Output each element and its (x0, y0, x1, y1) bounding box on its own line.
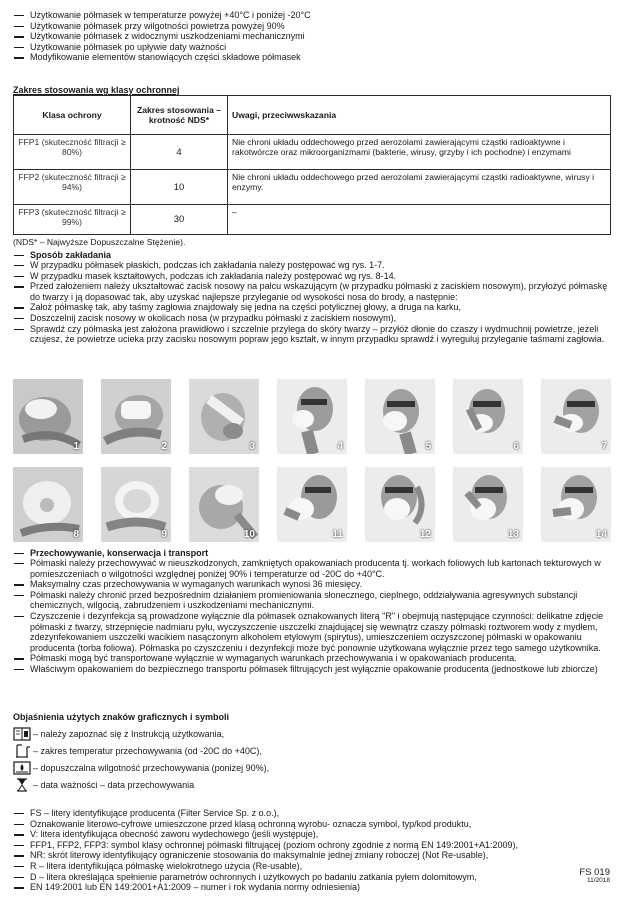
nds-footnote: (NDS* – Najwyższe Dopuszczalne Stężenie). (13, 237, 186, 247)
symbol-text: – należy zapoznać się z Instrukcją użytkowania, (33, 728, 225, 739)
figure-person (277, 379, 347, 454)
symbol-row (13, 776, 611, 793)
cell-nds: 30 (131, 205, 228, 235)
figure-number: 13 (507, 529, 519, 540)
list-item: Użytkowanie półmasek w temperaturze powyżej +40°C i poniżej -20°C (8, 10, 612, 21)
doc-date: 11/2018 (586, 877, 610, 884)
list-item: Modyfikowanie elementów stanowiących części składowe półmasek (8, 52, 612, 63)
symbol-text: – dopuszczalna wilgotność przechowywania (poniżej 90%), (33, 762, 270, 773)
humidity-icon (13, 761, 31, 775)
figure-person (541, 467, 611, 542)
storage-section (8, 548, 614, 675)
list-item: Maksymalny czas przechowywania w wymaganych warunkach wynosi 36 miesięcy. (8, 579, 614, 590)
table-row (14, 170, 611, 205)
list-item: FS – litery identyfikujące producenta (Filter Service Sp. z o.o.), (8, 808, 614, 819)
donning-list (8, 260, 614, 345)
header-class: Klasa ochrony (14, 96, 131, 135)
list-item: Użytkowanie półmasek z widocznymi uszkodzeniami mechanicznymi (8, 31, 612, 42)
table-row (14, 135, 611, 170)
figure-number: 4 (337, 441, 343, 452)
table-header-row (14, 96, 611, 135)
cell-class: FFP2 (skuteczność filtracji ≥ 94%) (14, 170, 131, 205)
list-item: R – litera identyfikująca półmaskę wielokrotnego użycia (Re-usable), (8, 861, 614, 872)
list-item: Czyszczenie i dezynfekcja są prowadzone wyłącznie dla półmasek oznakowanych literą "R" i obejmują następujące czynności: delikatne zdjęcie półmaski z twarzy, strzepnięcie nadmiaru pyłu, wyczyszczenie uszczelki znajdującej się wewnątrz czaszy półmaski roztworem wody z mydłem, zdezynfekowaniem uszczelki wacikiem nasączonym alkoholem etylowym (spirytus), umieszczeniem oczyszczonej półmaski w opakowaniu producenta (torba foliowa). Półmaska po czyszczeniu i dezynfekcji może być ponownie użytkowana wyłącznie przez tego samego użytkownika. (8, 611, 614, 653)
figure-number: 8 (73, 529, 79, 540)
storage-list (8, 558, 614, 675)
figure-number: 1 (73, 441, 79, 452)
figure-person (453, 467, 523, 542)
cell-nds: 10 (131, 170, 228, 205)
figure-person (541, 379, 611, 454)
symbol-text: – data ważności – data przechowywania (33, 779, 195, 790)
figure-number: 10 (243, 529, 255, 540)
figure-number: 3 (249, 441, 255, 452)
storage-heading: Przechowywanie, konserwacja i transport (8, 548, 614, 558)
figure-hand-mask (189, 467, 259, 542)
cell-class: FFP3 (skuteczność filtracji ≥ 99%) (14, 205, 131, 235)
figure-number: 12 (419, 529, 431, 540)
cell-notes: – (228, 205, 611, 235)
figure-number: 9 (161, 529, 167, 540)
list-item: NR: skrót literowy identyfikujący ograniczenie stosowania do maksymalnie jednej zmiany roboczej (Not Re-usable), (8, 850, 614, 861)
classes-table (13, 95, 611, 235)
figure-person (365, 467, 435, 542)
list-item: Półmaski należy chronić przed bezpośrednim działaniem promieniowania słonecznego, cieplnego, oddziaływania agresywnych substancji chemicznych, wilgocią, zabrudzeniem i uszkodzeniami mechanicznymi. (8, 590, 614, 611)
list-item: Użytkowanie półmasek po upływie daty ważności (8, 42, 612, 53)
figure-number: 11 (332, 529, 343, 540)
list-item: FFP1, FFP2, FFP3: symbol klasy ochronnej półmaski filtrującej (poziom ochrony zgodnie z normą EN 149:2001+A1:2009), (8, 840, 614, 851)
figure-person (365, 379, 435, 454)
figure-number: 2 (161, 441, 167, 452)
figure-hand-mask (101, 379, 171, 454)
symbol-row (13, 725, 611, 742)
header-nds: Zakres stosowania – krotność NDS* (131, 96, 228, 135)
restrictions-list (8, 10, 612, 63)
symbol-row (13, 742, 611, 759)
header-notes: Uwagi, przeciwwskazania (228, 96, 611, 135)
document-code (579, 867, 610, 884)
table-row (14, 205, 611, 235)
list-item: D – litera określająca spełnienie parametrów ochronnych i użytkowych po badaniu zatkania pyłem dolomitowym, (8, 872, 614, 883)
figure-hand-mask (13, 467, 83, 542)
symbols-legend (13, 712, 611, 793)
list-item: V: litera identyfikująca obecność zaworu wydechowego (jeśli występuje), (8, 829, 614, 840)
hourglass-icon (13, 778, 31, 792)
list-item: Przed założeniem należy ukształtować zacisk nosowy na palcu wskazującym (w przypadku półmaski z zaciskiem nosowym), przyłożyć półmaskę do twarzy i ją dopasować tak, aby uzyskać najlepsze przyleganie od wysokości nosa do brody, a następnie: (8, 281, 614, 302)
figure-person (453, 379, 523, 454)
figure-number: 7 (601, 441, 607, 452)
cell-notes: Nie chroni układu oddechowego przed aerozolami zawierającymi cząstki radioaktywne i rakotwórcze oraz mikroorganizmami (bakterie, wirusy, grzyby i ich pochodne) i enzymami (228, 135, 611, 170)
cell-nds: 4 (131, 135, 228, 170)
donning-heading: Sposób zakładania (8, 250, 614, 260)
symbol-row (13, 759, 611, 776)
figure-number: 14 (595, 529, 607, 540)
figure-hand-mask (189, 379, 259, 454)
cell-notes: Nie chroni układu oddechowego przed aerozolami zawierającymi cząstki radioaktywne, wirusy i enzymy. (228, 170, 611, 205)
doc-code: FS 019 (579, 867, 610, 878)
list-item: W przypadku półmasek płaskich, podczas ich zakładania należy postępować wg rys. 1-7. (8, 260, 614, 271)
list-item: Doszczelnij zacisk nosowy w okolicach nosa (w przypadku półmaski z zaciskiem nosowym), (8, 313, 614, 324)
list-item: Półmaski należy przechowywać w nieuszkodzonych, zamkniętych opakowaniach producenta tj. workach foliowych lub kartonach tekturowych w pomieszczeniach o wilgotności względnej poniżej 90% i temperaturze od -20C do +40°C. (8, 558, 614, 579)
list-item: Oznakowanie literowo-cyfrowe umieszczone przed klasą ochronną wyrobu- oznacza symbol, typ/kod produktu, (8, 819, 614, 830)
figure-hand-mask (101, 467, 171, 542)
list-item: EN 149:2001 lub EN 149:2001+A1:2009 – numer i rok wydania normy odniesienia) (8, 882, 614, 893)
list-item: Sprawdź czy półmaska jest założona prawidłowo i szczelnie przylega do skóry twarzy – przyłóż dłonie do czaszy i wydmuchnij powietrze, jeżeli czujesz, że powietrze ucieka przy zacisku nosowym popraw jego kształt, w innym przypadku sprawdź i wyreguluj przyleganie taśmami zagłowia. (8, 324, 614, 345)
list-item: Półmaski mogą być transportowane wyłącznie w wymaganych warunkach przechowywania i w opakowaniach producenta. (8, 653, 614, 664)
donning-figures (13, 379, 611, 544)
list-item: Założ półmaskę tak, aby taśmy zagłowia znajdowały się jedna na części potylicznej głowy, a druga na karku, (8, 302, 614, 313)
markings-list (8, 808, 614, 893)
cell-class: FFP1 (skuteczność filtracji ≥ 80%) (14, 135, 131, 170)
figure-number: 6 (513, 441, 519, 452)
donning-section (8, 250, 614, 345)
classes-table-title: Zakres stosowania wg klasy ochronnej (13, 85, 180, 95)
figure-person (277, 467, 347, 542)
symbols-title: Objaśnienia użytych znaków graficznych i symboli (13, 712, 230, 722)
thermometer-icon (13, 744, 31, 758)
symbol-text: – zakres temperatur przechowywania (od -20C do +40C), (33, 745, 262, 756)
figure-hand-mask (13, 379, 83, 454)
list-item: W przypadku masek kształtowych, podczas ich zakładania należy postępować wg rys. 8-14. (8, 271, 614, 282)
figure-number: 5 (425, 441, 431, 452)
list-item: Właściwym opakowaniem do bezpiecznego transportu półmasek filtrujących jest wyłącznie opakowanie producenta (jednostkowe lub zbiorcze) (8, 664, 614, 675)
book-icon (13, 727, 31, 741)
list-item: Użytkowanie półmasek przy wilgotności powietrza powyżej 90% (8, 21, 612, 32)
